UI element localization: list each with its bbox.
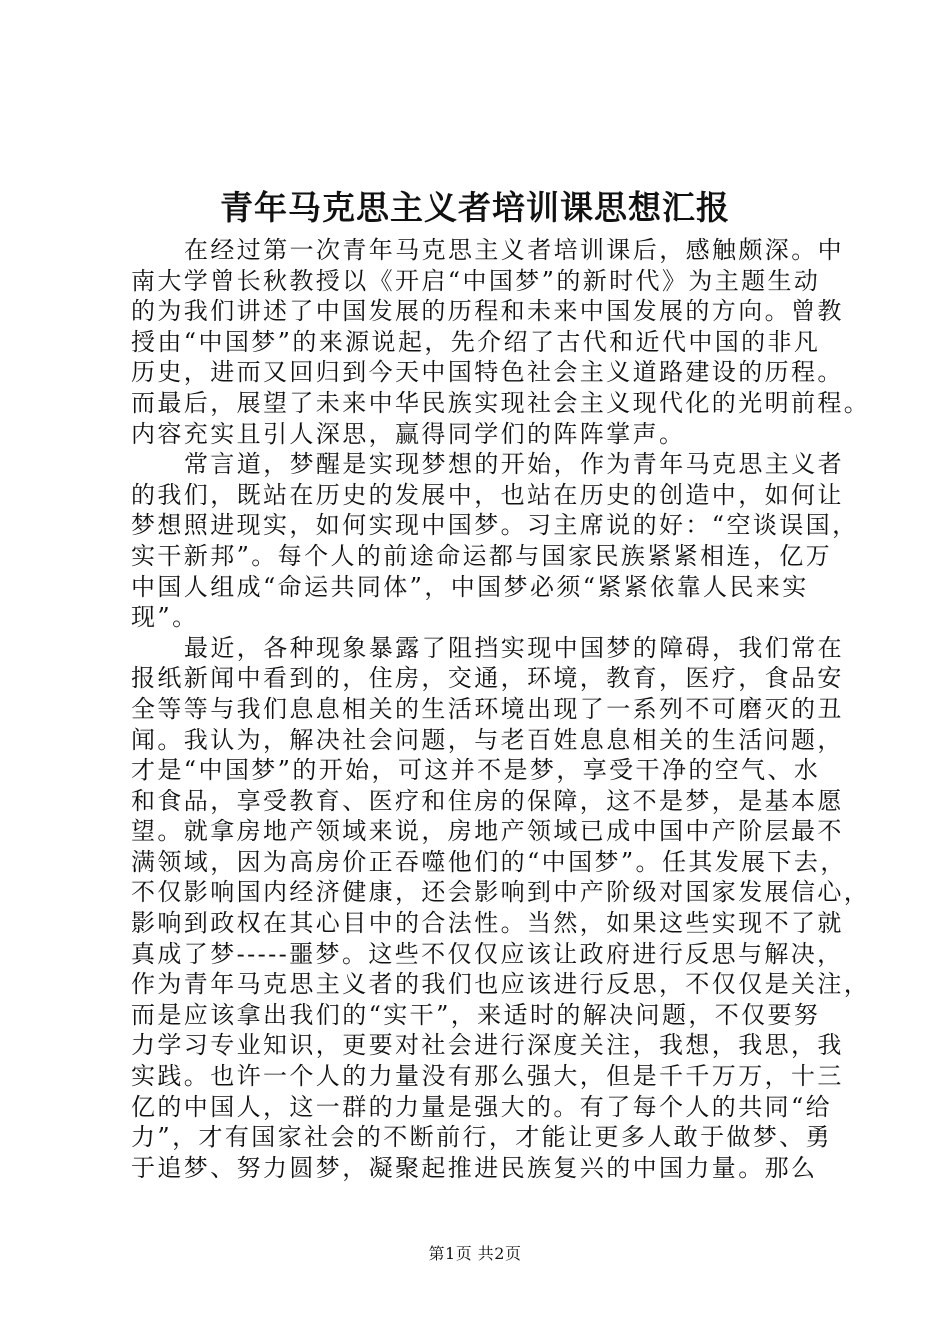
text-line: 而最后，展望了未来中华民族实现社会主义现代化的光明前程。 xyxy=(131,388,871,417)
text-line: 力学习专业知识，更要对社会进行深度关注，我想，我思，我 xyxy=(131,1031,844,1060)
text-line: 实践。也许一个人的力量没有那么强大，但是千千万万，十三 xyxy=(131,1062,844,1091)
text-line: 中国人组成“命运共同体”，中国梦必须“紧紧依靠人民来实 xyxy=(131,572,809,601)
text-line: 和食品，享受教育、医疗和住房的保障，这不是梦，是基本愿 xyxy=(131,786,844,815)
text-line: 常言道，梦醒是实现梦想的开始，作为青年马克思主义者 xyxy=(184,450,844,479)
text-line: 闻。我认为，解决社会问题，与老百姓息息相关的生活问题， xyxy=(131,725,844,754)
text-line: 内容充实且引人深思，赢得同学们的阵阵掌声。 xyxy=(131,419,686,448)
text-line: 望。就拿房地产领域来说，房地产领域已成中国中产阶层最不 xyxy=(131,817,844,846)
text-line: 亿的中国人，这一群的力量是强大的。有了每个人的共同“给 xyxy=(131,1092,833,1121)
text-line: 力”，才有国家社会的不断前行，才能让更多人敢于做梦、勇 xyxy=(131,1123,833,1152)
text-line: 的为我们讲述了中国发展的历程和未来中国发展的方向。曾教 xyxy=(131,297,844,326)
text-line: 的我们，既站在历史的发展中，也站在历史的创造中，如何让 xyxy=(131,480,844,509)
text-line: 报纸新闻中看到的，住房，交通，环境，教育，医疗，食品安 xyxy=(131,664,844,693)
text-line: 不仅影响国内经济健康，还会影响到中产阶级对国家发展信心， xyxy=(131,878,871,907)
text-line: 才是“中国梦”的开始，可这并不是梦，享受干净的空气、水 xyxy=(131,756,821,785)
text-line: 作为青年马克思主义者的我们也应该进行反思，不仅仅是关注， xyxy=(131,970,871,999)
text-line: 全等等与我们息息相关的生活环境出现了一系列不可磨灭的丑 xyxy=(131,694,844,723)
text-line: 实干新邦”。每个人的前途命运都与国家民族紧紧相连，亿万 xyxy=(131,541,833,570)
text-line: 真成了梦-----噩梦。这些不仅仅应该让政府进行反思与解决， xyxy=(131,939,844,968)
text-line: 满领域，因为高房价正吞噬他们的“中国梦”。任其发展下去， xyxy=(131,847,847,876)
text-line: 最近，各种现象暴露了阻挡实现中国梦的障碍，我们常在 xyxy=(184,633,844,662)
document-body xyxy=(131,235,871,1183)
text-line: 在经过第一次青年马克思主义者培训课后，感触颇深。中 xyxy=(184,236,844,264)
text-line: 影响到政权在其心目中的合法性。当然，如果这些实现不了就 xyxy=(131,909,844,938)
text-line: 梦想照进现实，如何实现中国梦。习主席说的好：“空谈误国， xyxy=(131,511,859,540)
text-line: 南大学曾长秋教授以《开启“中国梦”的新时代》为主题生动 xyxy=(131,266,821,295)
text-line: 而是应该拿出我们的“实干”，来适时的解决问题，不仅要努 xyxy=(131,1000,821,1029)
text-line: 历史，进而又回归到今天中国特色社会主义道路建设的历程。 xyxy=(131,358,844,387)
text-line: 现”。 xyxy=(131,603,199,632)
text-line: 授由“中国梦”的来源说起，先介绍了古代和近代中国的非凡 xyxy=(131,327,821,356)
page-number-footer: 第1页 共2页 xyxy=(428,1244,522,1263)
document-title: 青年马克思主义者培训课思想汇报 xyxy=(220,188,730,227)
text-line: 于追梦、努力圆梦，凝聚起推进民族复兴的中国力量。那么 xyxy=(131,1153,818,1182)
